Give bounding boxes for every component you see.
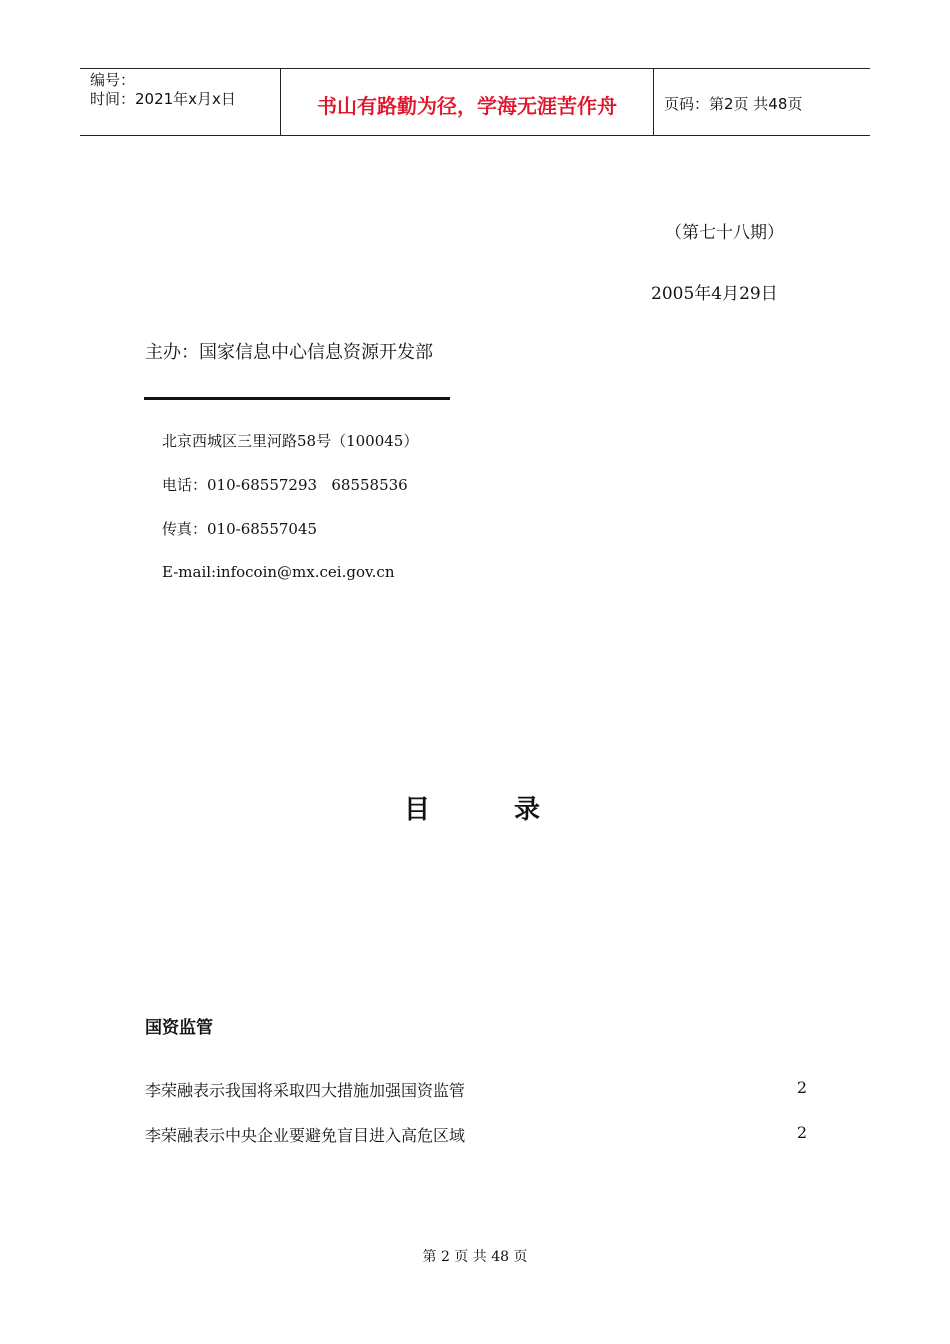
contact-email: E-mail:infocoin@mx.cei.gov.cn (162, 563, 395, 581)
toc-entry[interactable] (145, 1078, 807, 1101)
page-header (80, 68, 870, 136)
toc-entry-page: 2 (796, 1123, 807, 1142)
contact-address: 北京西城区三里河路58号（100045） (162, 432, 419, 450)
page-footer: 第 2 页 共 48 页 (422, 1249, 528, 1265)
issue-date: 2005年4月29日 (651, 284, 778, 304)
sponsor-line: 主办：国家信息中心信息资源开发部 (145, 342, 433, 363)
document-time-label: 时间：2021年x月x日 (90, 90, 236, 108)
contact-phone: 电话：010-68557293 68558536 (162, 476, 408, 494)
header-page-info: 页码：第2页 共48页 (664, 94, 803, 113)
toc-title: 目录 (404, 795, 625, 825)
toc-entry-page: 2 (796, 1078, 807, 1097)
issue-number: （第七十八期） (665, 223, 784, 243)
contact-fax: 传真：010-68557045 (162, 520, 318, 538)
toc-entry-title: 李荣融表示中央企业要避免盲目进入高危区域 (145, 1126, 466, 1145)
toc-entry[interactable] (145, 1123, 807, 1146)
sponsor-divider (144, 397, 450, 400)
toc-entry-title: 李荣融表示我国将采取四大措施加强国资监管 (145, 1081, 466, 1100)
header-motto: 书山有路勤为径，学海无涯苦作舟 (281, 69, 654, 135)
header-meta (80, 69, 281, 135)
document-number-label: 编号： (90, 71, 136, 89)
toc-section-heading: 国资监管 (145, 1018, 213, 1038)
